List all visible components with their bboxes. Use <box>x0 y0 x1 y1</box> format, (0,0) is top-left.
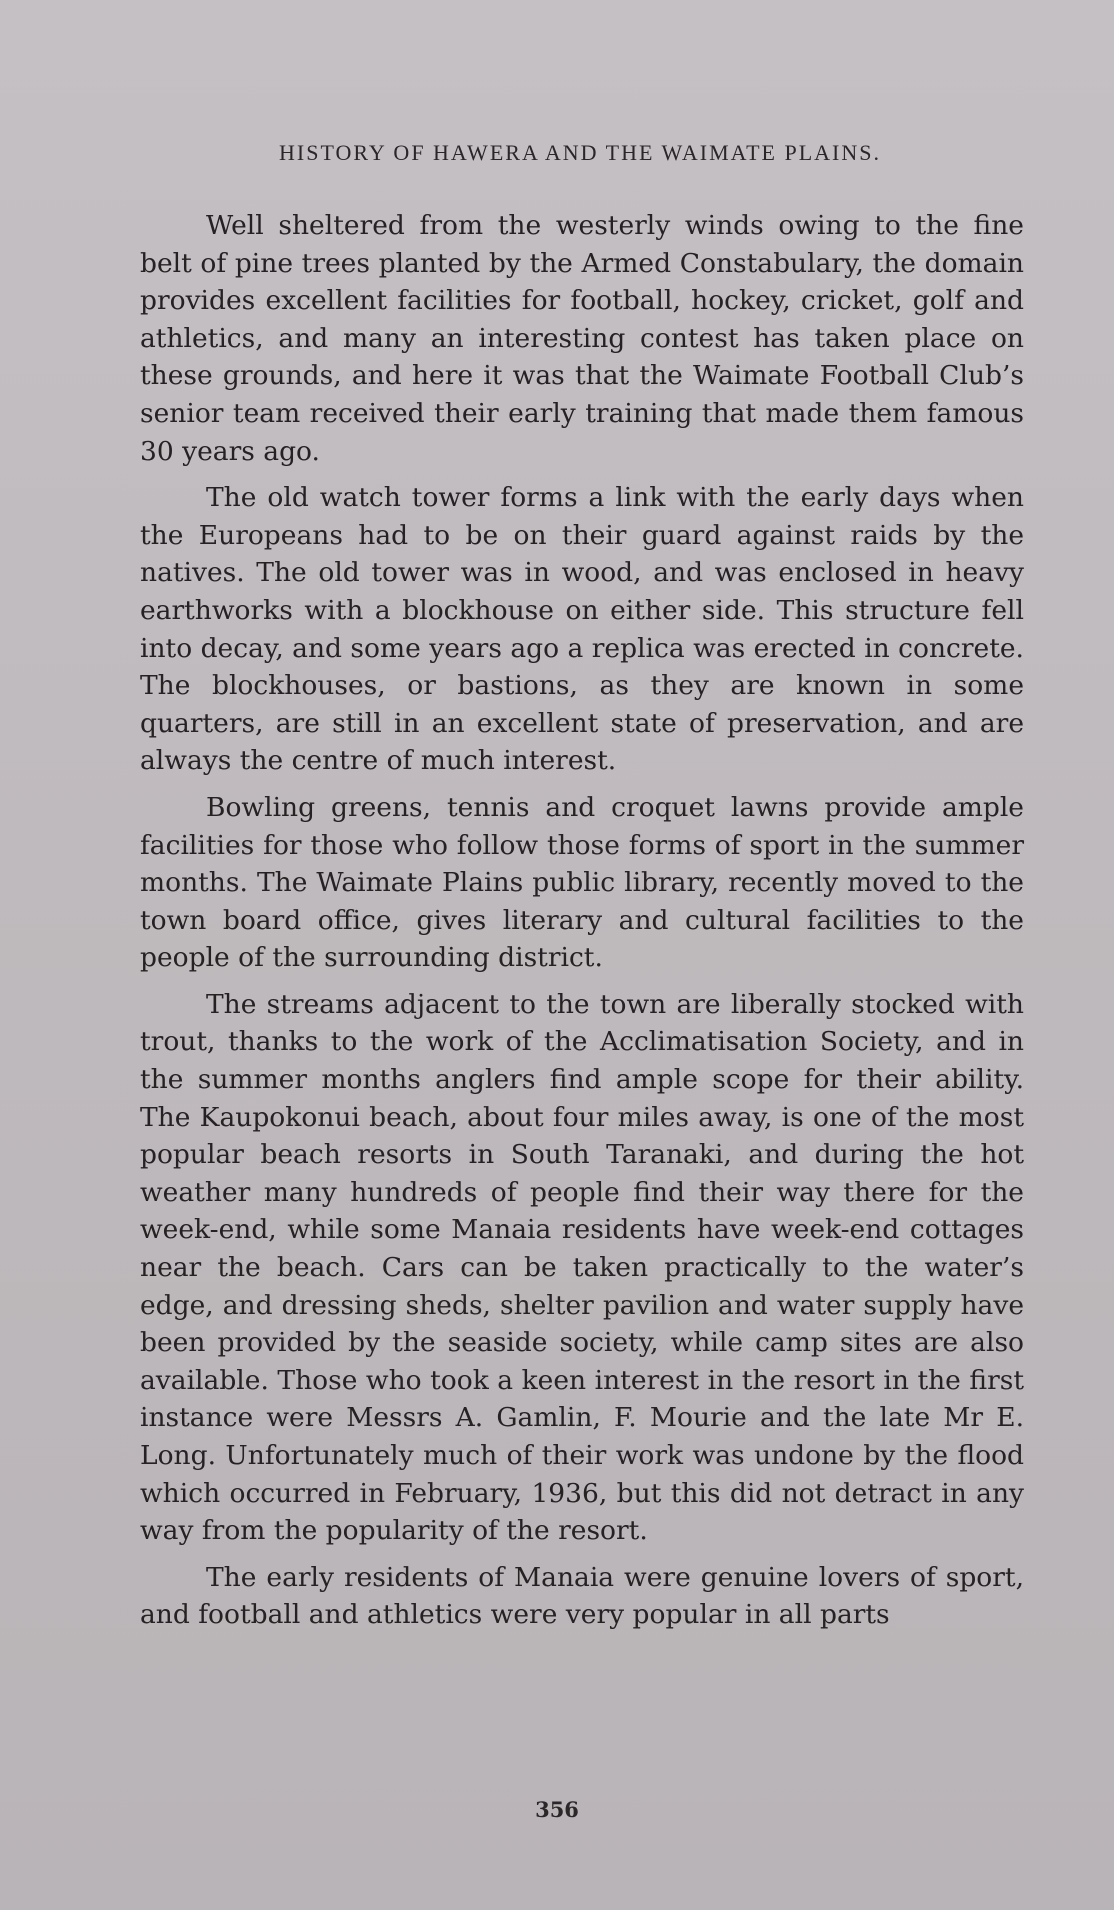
paragraph-early-residents: The early residents of Manaia were genuine lovers of sport, and football and athletics were very popular in all parts <box>140 1561 1024 1631</box>
running-head-title: HISTORY OF HAWERA AND THE WAIMATE PLAINS. <box>279 140 881 165</box>
paragraph-watch-tower: The old watch tower forms a link with the early days when the Europeans had to be on their guard against raids by the natives. The old tower was in wood, and was enclosed in heavy earthworks with a blockhouse on either side. This structure fell into decay, and some years ago a replica was erected in concrete. The blockhouses, or bastions, as they are known in some quarters, are still in an excellent state of preservation, and are always the centre of much interest. <box>140 482 1024 777</box>
paragraph-bowling-library: Bowling greens, tennis and croquet lawns provide ample facilities for those who follow those forms of sport in the summer months. The Waimate Plains public library, recently moved to the town board office, gives literary and cultural facilities to the people of the surrounding district. <box>140 791 1024 974</box>
paragraph-domain: Well sheltered from the westerly winds owing to the fine belt of pine trees planted by the Armed Constabulary, the domain provides excellent facilities for football, hockey, cricket, golf and athletics, and many an interesting contest has taken place on these grounds, and here it was that the Waimate Football Club’s senior team received their early training that made them famous 30 years ago. <box>140 210 1024 467</box>
page-body <box>140 207 1024 1643</box>
page-number: 356 <box>535 1797 579 1822</box>
paragraph-streams-beach: The streams adjacent to the town are liberally stocked with trout, thanks to the work of the Acclimatisation Society, and in the summer months anglers find ample scope for their ability. The Kaupokonui beach, about four miles away, is one of the most popular beach resorts in South Taranaki, and during the hot weather many hundreds of people find their way there for the week-end, while some Manaia residents have week-end cottages near the beach. Cars can be taken practically to the water’s edge, and dressing sheds, shelter pavilion and water supply have been provided by the seaside society, while camp sites are also available. Those who took a keen interest in the resort in the first instance were Messrs A. Gamlin, F. Mourie and the late Mr E. Long. Unfortunately much of their work was undone by the flood which occurred in February, 1936, but this did not detract in any way from the popularity of the resort. <box>140 988 1024 1547</box>
